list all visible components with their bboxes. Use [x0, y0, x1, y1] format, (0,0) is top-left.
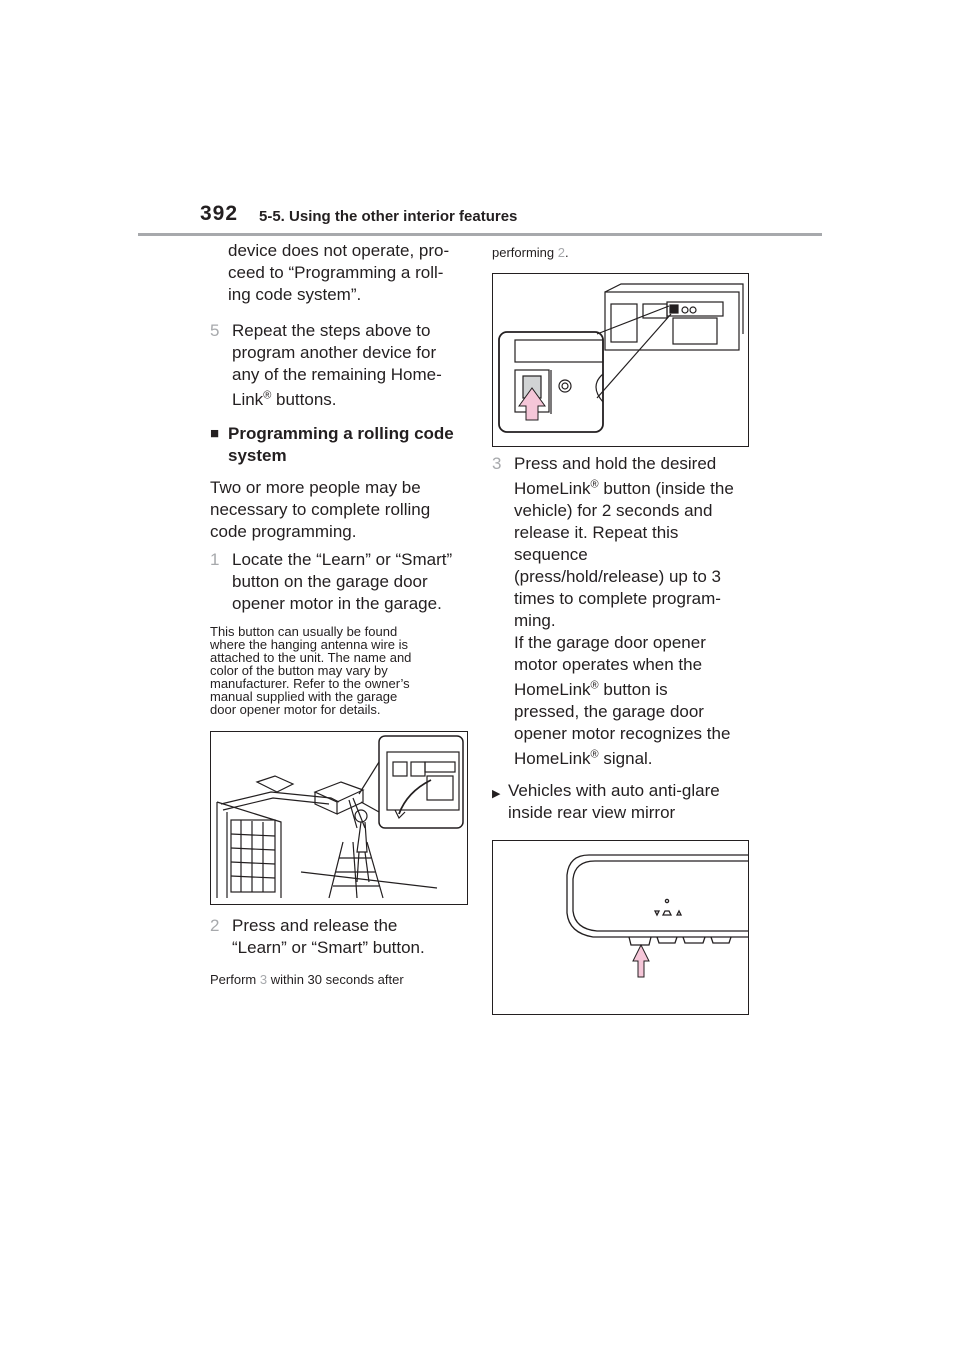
left-column — [210, 240, 470, 986]
learn-button-drawing — [493, 274, 748, 446]
garage-illustration — [210, 731, 468, 905]
note-text — [210, 625, 470, 716]
step-line: Press and release the — [232, 916, 398, 935]
step-line: Locate the “Learn” or “Smart” — [232, 550, 453, 569]
section-heading — [210, 423, 470, 467]
step-line: program another device for — [232, 343, 437, 362]
page-number: 392 — [200, 202, 239, 225]
step-line: ming. — [514, 611, 556, 630]
step-1 — [210, 549, 470, 615]
step-number: 3 — [492, 454, 502, 473]
para-line: necessary to complete rolling — [210, 500, 431, 519]
step-line: (press/hold/release) up to 3 — [514, 567, 721, 586]
intro-paragraph — [210, 477, 470, 543]
step-line: opener motor in the garage. — [232, 594, 442, 613]
step-line: times to complete program- — [514, 589, 721, 608]
step-line: If the garage door opener — [514, 633, 706, 652]
note-line: where the hanging antenna wire is — [210, 637, 409, 652]
step-line: Press and hold the desired — [514, 454, 717, 473]
section-title: 5-5. Using the other interior features — [259, 208, 518, 225]
step-line: release it. Repeat this — [514, 523, 679, 542]
note-line: color of the button may vary by — [210, 663, 388, 678]
bullet-line: Vehicles with auto anti-glare — [508, 781, 720, 800]
step-line: motor operates when the — [514, 655, 703, 674]
garage-opener-drawing — [211, 732, 467, 904]
registered-mark: ® — [263, 389, 272, 402]
triangle-bullet-icon: ▶ — [492, 788, 501, 800]
mirror-illustration — [492, 840, 749, 1015]
para-line: Two or more people may be — [210, 478, 421, 497]
note-line: manufacturer. Refer to the owner’s — [210, 676, 410, 691]
step-5 — [210, 320, 470, 411]
step-line: opener motor recognizes the — [514, 724, 731, 743]
note-line: attached to the unit. The name and — [210, 650, 412, 665]
note-line: manual supplied with the garage — [210, 689, 398, 704]
perform-note: Perform 3 within 30 seconds after — [210, 972, 404, 987]
performing-note: performing 2. — [492, 245, 569, 260]
page-header — [0, 0, 960, 240]
step-reference: 3 — [259, 972, 268, 987]
step-line: HomeLink® button (inside the — [514, 478, 734, 498]
vehicles-bullet — [492, 780, 752, 824]
note-line: door opener motor for details. — [210, 702, 381, 717]
registered-mark: ® — [590, 478, 599, 491]
step-reference: 2 — [557, 245, 565, 260]
step-line: Repeat the steps above to — [232, 321, 431, 340]
rear-view-mirror-drawing — [493, 841, 748, 1014]
step-number: 5 — [210, 321, 220, 340]
heading-line: system — [228, 446, 287, 465]
intro-line: ceed to “Programming a roll- — [228, 263, 444, 282]
right-column — [492, 240, 752, 1015]
step-line: button on the garage door — [232, 572, 428, 591]
step-line: pressed, the garage door — [514, 702, 704, 721]
step-line: vehicle) for 2 seconds and — [514, 501, 713, 520]
header-rule — [138, 233, 822, 236]
bullet-line: inside rear view mirror — [508, 803, 676, 822]
step-number: 2 — [210, 916, 220, 935]
step-line: HomeLink® signal. — [514, 748, 653, 768]
step-line: HomeLink® button is — [514, 679, 668, 699]
step-line: any of the remaining Home- — [232, 365, 442, 384]
step-2 — [210, 915, 470, 959]
intro-text — [210, 240, 470, 306]
step-line: sequence — [514, 545, 588, 564]
step-number: 1 — [210, 550, 220, 569]
step-line: Link® buttons. — [232, 389, 337, 409]
learn-button-illustration — [492, 273, 749, 447]
square-bullet-icon: ■ — [210, 425, 220, 442]
note-line: This button can usually be found — [210, 624, 398, 639]
intro-line: ing code system”. — [228, 285, 362, 304]
registered-mark: ® — [590, 679, 599, 692]
para-line: code programming. — [210, 522, 357, 541]
heading-line: Programming a rolling code — [228, 424, 454, 443]
step-line: “Learn” or “Smart” button. — [232, 938, 425, 957]
step-3 — [492, 453, 752, 770]
intro-line: device does not operate, pro- — [228, 241, 450, 260]
registered-mark: ® — [590, 748, 599, 761]
